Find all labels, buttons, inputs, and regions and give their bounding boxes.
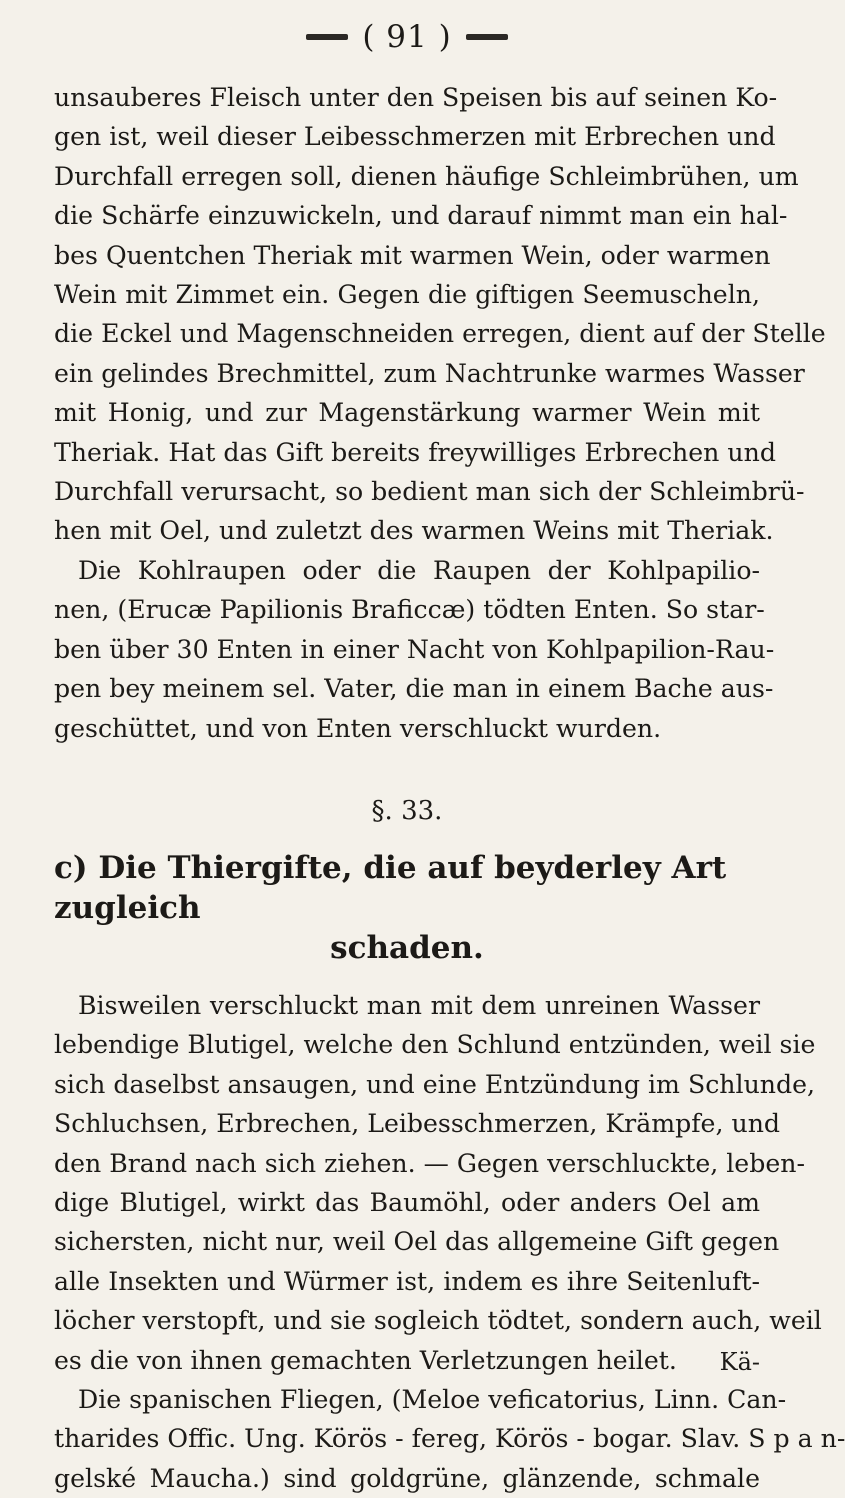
text-line: sich daselbst ansaugen, und eine Entzündung im Schlunde, — [54, 1069, 816, 1099]
text-line: unsauberes Fleisch unter den Speisen bis auf seinen Ko- — [54, 83, 778, 112]
text-line: die Eckel und Magenschneiden erregen, dient auf der Stelle — [54, 319, 826, 349]
text-line: den Brand nach sich ziehen. — Gegen verschluckte, leben- — [54, 1148, 805, 1178]
text-line: mit Honig, und zur Magenstärkung warmer Wein mit — [54, 398, 760, 428]
catchword: Kä- — [719, 1348, 760, 1376]
section-number: §. 33. — [371, 795, 443, 826]
section-heading-line: schaden. — [330, 929, 484, 966]
text-line: Durchfall erregen soll, dienen häufige Schleimbrühen, um — [54, 161, 799, 191]
text-line: ben über 30 Enten in einer Nacht von Kohlpapilion-Rau- — [54, 634, 775, 664]
text-line: pen bey meinem sel. Vater, die man in einem Bache aus- — [54, 674, 774, 704]
text-line: die Schärfe einzuwickeln, und darauf nimmt man ein hal- — [54, 201, 788, 231]
text-line: hen mit Oel, und zuletzt des warmen Weins mit Theriak. — [54, 516, 774, 546]
text-line: Theriak. Hat das Gift bereits freywilliges Erbrechen und — [54, 437, 776, 467]
text-line: gelské Maucha.) sind goldgrüne, glänzende, schmale — [54, 1463, 760, 1493]
section-heading-line: c) Die Thiergifte, die auf beyderley Art zugleich — [54, 849, 727, 926]
section-heading — [54, 848, 760, 968]
page-number: ( 91 ) — [362, 19, 452, 55]
text-line: dige Blutigel, wirkt das Baumöhl, oder anders Oel am — [54, 1187, 760, 1217]
header-rule-left — [306, 34, 348, 40]
text-line: Durchfall verursacht, so bedient man sich der Schleimbrü- — [54, 477, 805, 507]
text-line: geschüttet, und von Enten verschluckt wurden. — [54, 713, 662, 743]
paragraph-spanische-fliegen — [54, 1380, 845, 1498]
text-line: Wein mit Zimmet ein. Gegen die giftigen Seemuscheln, — [54, 280, 760, 310]
text-line: tharides Offic. Ung. Körös - fereg, Körös - bogar. Slav. S p a n- — [54, 1424, 845, 1454]
text-line: sichersten, nicht nur, weil Oel das allgemeine Gift gegen — [54, 1227, 780, 1257]
text-line: nen, (Erucæ Papilionis Braficcæ) tödten Enten. So star- — [54, 595, 765, 625]
text-line: lebendige Blutigel, welche den Schlund entzünden, weil sie — [54, 1030, 816, 1060]
text-line: Die spanischen Fliegen, (Meloe veficatorius, Linn. Can- — [78, 1384, 787, 1414]
paragraph-poisoning-remedies — [54, 78, 826, 551]
paragraph-blutigel — [54, 986, 822, 1380]
text-line: es die von ihnen gemachten Verletzungen heilet. — [54, 1345, 677, 1375]
text-line: Bisweilen verschluckt man mit dem unreinen Wasser — [78, 990, 760, 1020]
text-line: ein gelindes Brechmittel, zum Nachtrunke warmes Wasser — [54, 358, 805, 388]
text-line: Die Kohlraupen oder die Raupen der Kohlpapilio- — [78, 555, 760, 585]
text-line: gen ist, weil dieser Leibesschmerzen mit Erbrechen und — [54, 122, 776, 152]
text-line: Schluchsen, Erbrechen, Leibesschmerzen, Krämpfe, und — [54, 1109, 781, 1139]
text-line: bes Quentchen Theriak mit warmen Wein, oder warmen — [54, 240, 771, 270]
header-rule-right — [466, 34, 508, 40]
paragraph-kohlraupen — [54, 551, 775, 748]
page-header — [54, 14, 760, 60]
text-line: alle Insekten und Würmer ist, indem es ihre Seitenluft- — [54, 1266, 760, 1296]
text-line: löcher verstopft, und sie sogleich tödtet, sondern auch, weil — [54, 1306, 822, 1336]
